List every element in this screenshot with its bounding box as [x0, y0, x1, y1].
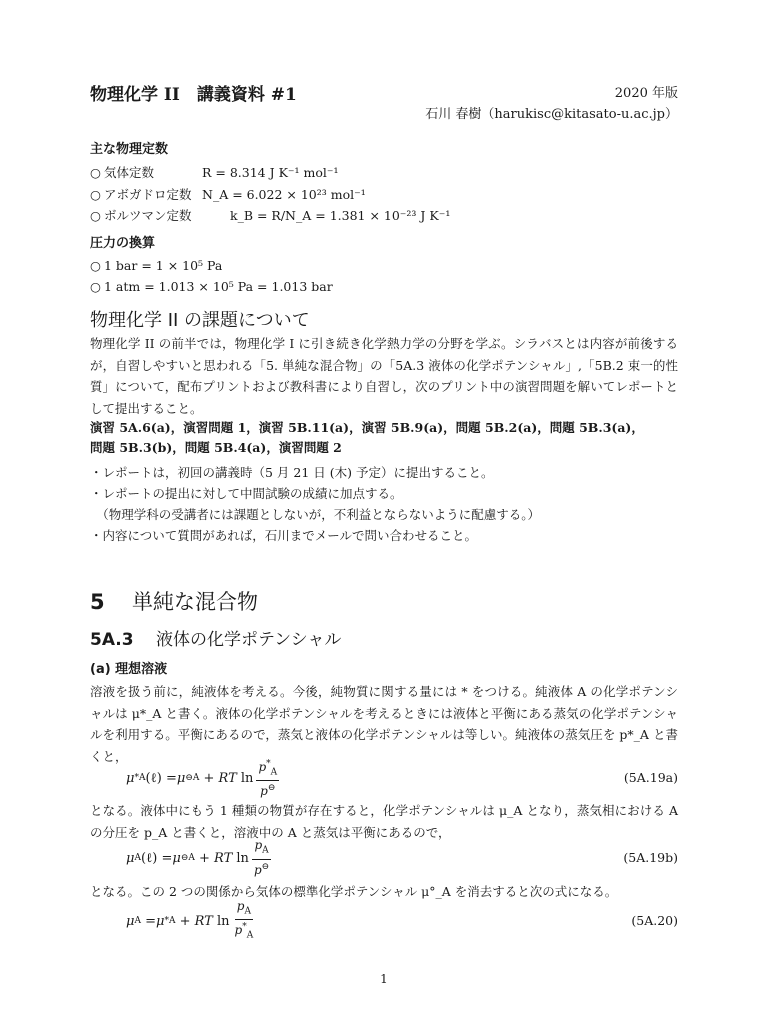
chapter-number: 5: [90, 590, 105, 614]
equation-number: (5A.19a): [623, 770, 678, 785]
pressure-heading: 圧力の換算: [90, 236, 156, 251]
note-physics-students: （物理学科の受講者には課題としないが，不利益とならないように配慮する。）: [90, 507, 541, 522]
assignment-heading: 物理化学 II の課題について: [90, 310, 310, 331]
note-bonus: ・レポートの提出に対して中間試験の成績に加点する。: [90, 486, 403, 501]
constant-value: N_A = 6.022 × 10²³ mol⁻¹: [202, 187, 366, 202]
equation-formula: μ A = μ * A + RT ln $\frac{p_A}{p^*_A}$: [126, 898, 254, 941]
bullet-icon: ○: [90, 165, 101, 180]
subsubsection-heading: (a) 理想溶液: [90, 662, 168, 677]
constants-heading: 主な物理定数: [90, 142, 169, 157]
chapter-title: 単純な混合物: [132, 590, 258, 614]
author-line: 石川 春樹（harukisc@kitasato-u.ac.jp）: [425, 107, 678, 122]
pressure-item-atm: [90, 279, 333, 294]
pressure-value: 1 atm = 1.013 × 10⁵ Pa = 1.013 bar: [104, 279, 333, 294]
equation-formula: μ * A (ℓ) = μ ⊖ A + RT ln $\frac{p^*_A}{p^⊖}$: [126, 758, 278, 799]
constant-value: R = 8.314 J K⁻¹ mol⁻¹: [202, 165, 339, 180]
constant-name: アボガドロ定数: [104, 187, 192, 202]
chapter-heading: [90, 586, 258, 616]
equation-5A19b: [90, 838, 678, 878]
bullet-icon: ○: [90, 279, 101, 294]
body-paragraph-2: となる。液体中にもう 1 種類の物質が存在すると，化学ポテンシャルは μ_A となり，蒸気相における A の分圧を p_A と書くと，溶液中の A と蒸気は平衡にあるので，: [90, 803, 678, 840]
equation-formula: μ A (ℓ) = μ ⊖ A + RT ln $\frac{p_A}{p^⊖}$: [126, 838, 270, 877]
note-submission: ・レポートは，初回の講義時（5 月 21 日 (木) 予定）に提出すること。: [90, 465, 494, 480]
equation-number: (5A.19b): [623, 850, 678, 865]
pressure-item-bar: [90, 258, 222, 273]
page-number: 1: [380, 972, 388, 986]
problem-list-line-1: 演習 5A.6(a)，演習問題 1，演習 5B.11(a)，演習 5B.9(a)，問題 5B.2(a)，問題 5B.3(a)，: [90, 420, 644, 435]
pressure-value: 1 bar = 1 × 10⁵ Pa: [104, 258, 223, 273]
constant-value: k_B = R/N_A = 1.381 × 10⁻²³ J K⁻¹: [230, 208, 451, 223]
equation-5A20: [90, 898, 678, 941]
bullet-icon: ○: [90, 258, 101, 273]
document-title: 物理化学 II 講義資料 #1: [90, 85, 297, 105]
constant-name: ボルツマン定数: [104, 208, 192, 223]
subsection-title: 液体の化学ポテンシャル: [156, 630, 342, 650]
constant-name: 気体定数: [104, 165, 155, 180]
constant-item-gas: [90, 163, 338, 181]
equation-number: (5A.20): [631, 913, 678, 928]
body-paragraph-1: 溶液を扱う前に，純液体を考える。今後，純物質に関する量には * をつける。純液体 A の化学ポテンシャルは μ*_A と書く。液体の化学ポテンシャルを考えるときには液体と平衡にある蒸気の化学ポテンシャルを利用する。平衡にあるので，蒸気と液体の化学ポテンシャルは等しい。純液体の蒸気圧を p*_A と書くと，: [90, 684, 678, 764]
equation-5A19a: [90, 758, 678, 798]
subsection-number: 5A.3: [90, 630, 134, 650]
note-questions: ・内容について質問があれば，石川までメールで問い合わせること。: [90, 528, 478, 543]
bullet-icon: ○: [90, 187, 101, 202]
problem-list-line-2: 問題 5B.3(b)，問題 5B.4(a)，演習問題 2: [90, 440, 342, 455]
bullet-icon: ○: [90, 208, 101, 223]
subsection-heading: [90, 625, 341, 650]
constant-item-boltzmann: [90, 206, 450, 224]
assignment-paragraph: 物理化学 II の前半では，物理化学 I に引き続き化学熱力学の分野を学ぶ。シラバスとは内容が前後するが，自習しやすいと思われる「5. 単純な混合物」の「5A.3 液体の化学ポテンシャル」,「5B.2 束一的性質」について，配布プリントおよび教科書により自習し，次のプリント中の演習問題を解いてレポートとして提出すること。: [90, 336, 678, 416]
body-paragraph-3: となる。この 2 つの関係から気体の標準化学ポテンシャル μ°_A を消去すると次の式になる。: [90, 884, 618, 899]
edition-label: 2020 年版: [614, 86, 678, 101]
constant-item-avogadro: [90, 185, 366, 203]
document-page: [90, 0, 678, 1024]
